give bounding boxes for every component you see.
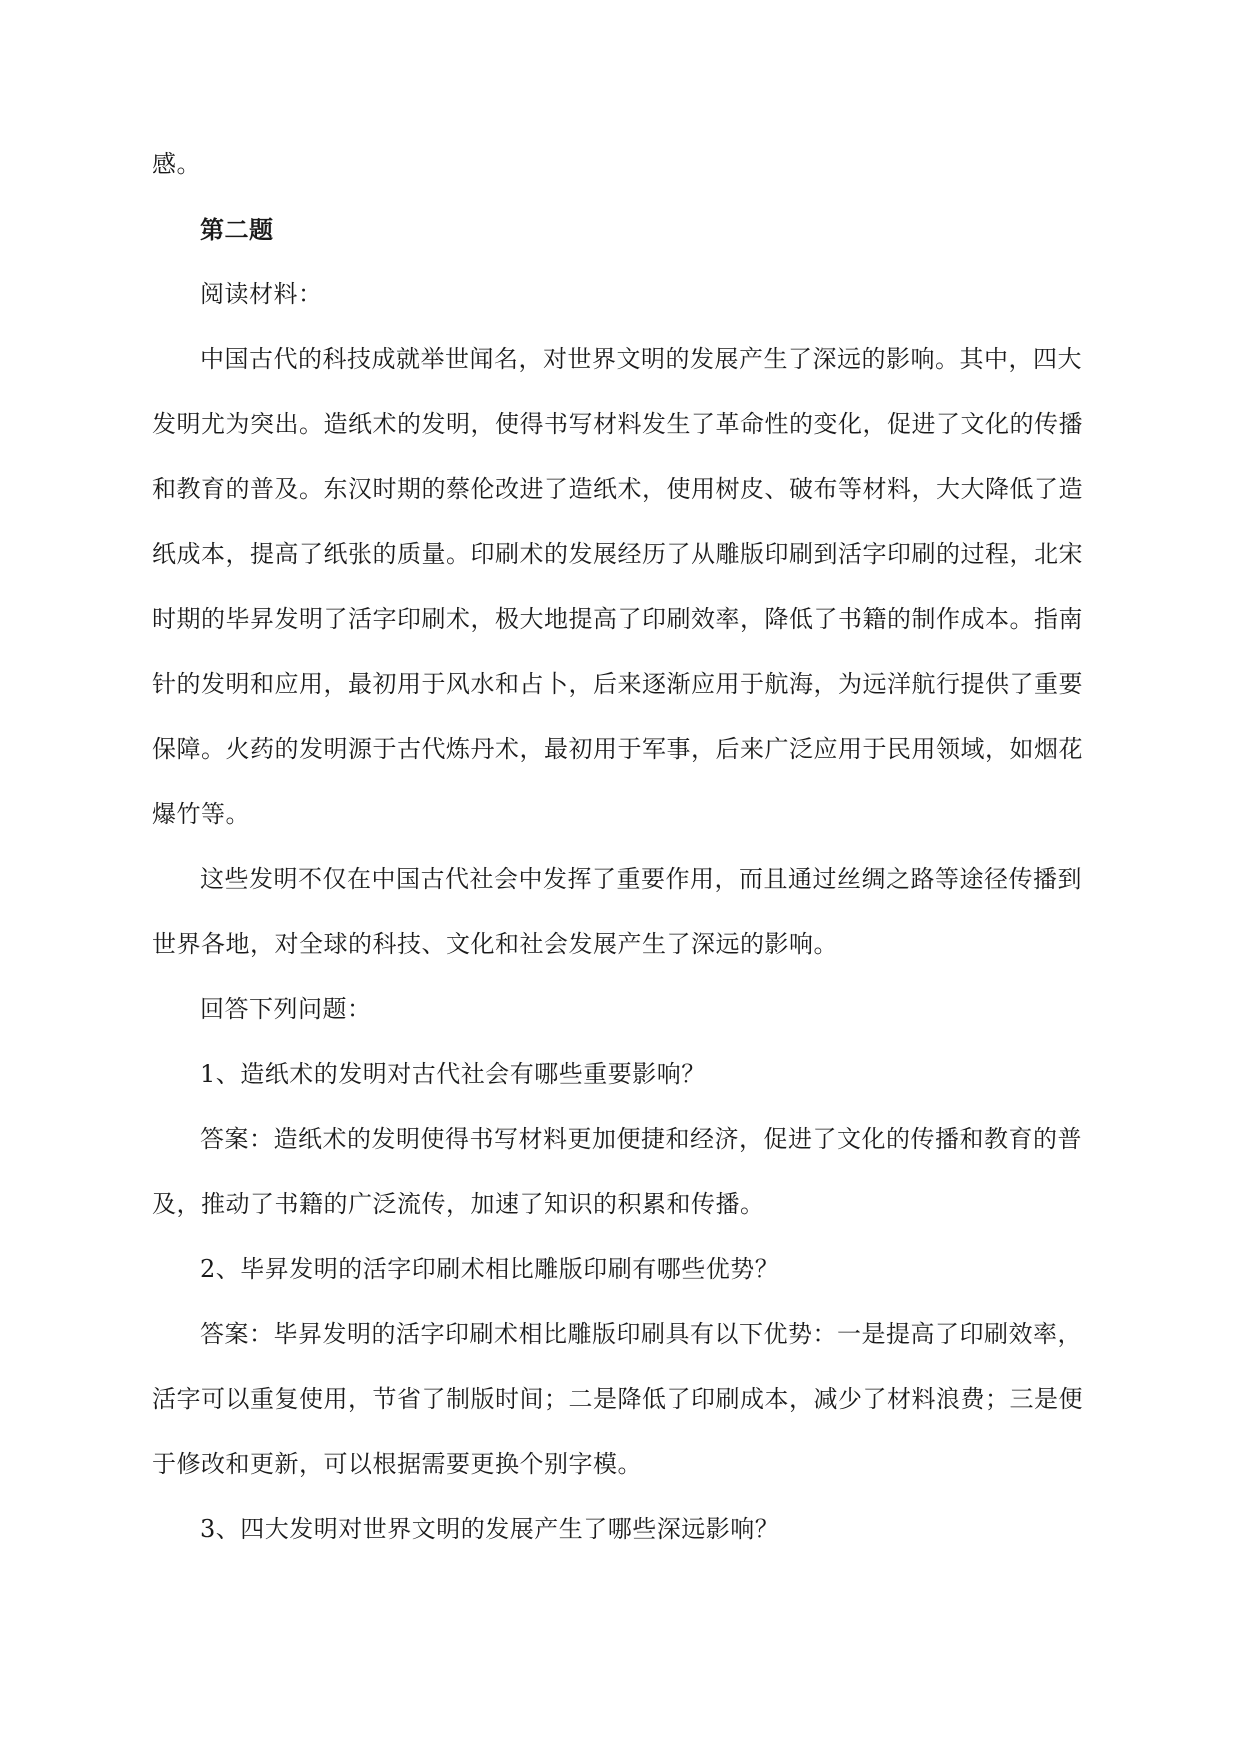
material-paragraph-2	[152, 847, 1092, 977]
answer-line: 答案：毕昇发明的活字印刷术相比雕版印刷具有以下优势：一是提高了印刷效率，	[200, 1320, 1082, 1348]
material-line: 发明尤为突出。造纸术的发明，使得书写材料发生了革命性的变化，促进了文化的传播	[152, 410, 1083, 438]
section-heading: 第二题	[200, 215, 274, 244]
material-line: 纸成本，提高了纸张的质量。印刷术的发展经历了从雕版印刷到活字印刷的过程，北宋	[152, 540, 1083, 568]
material-line: 和教育的普及。东汉时期的蔡伦改进了造纸术，使用树皮、破布等材料，大大降低了造	[152, 475, 1083, 503]
questions-prompt: 回答下列问题：	[200, 995, 372, 1023]
answer-2	[152, 1302, 1092, 1497]
material-line: 中国古代的科技成就举世闻名，对世界文明的发展产生了深远的影响。其中，四大	[200, 345, 1082, 373]
answer-line: 答案：造纸术的发明使得书写材料更加便捷和经济，促进了文化的传播和教育的普	[200, 1125, 1082, 1153]
continued-text: 感。	[152, 150, 201, 178]
question-3: 3、四大发明对世界文明的发展产生了哪些深远影响？	[200, 1515, 780, 1543]
material-paragraph-1	[152, 327, 1092, 847]
question-1: 1、造纸术的发明对古代社会有哪些重要影响？	[200, 1060, 706, 1088]
answer-1	[152, 1107, 1092, 1237]
answer-line: 活字可以重复使用，节省了制版时间；二是降低了印刷成本，减少了材料浪费；三是便	[152, 1385, 1083, 1413]
material-line: 针的发明和应用，最初用于风水和占卜，后来逐渐应用于航海，为远洋航行提供了重要	[152, 670, 1083, 698]
answer-line: 于修改和更新，可以根据需要更换个别字模。	[152, 1450, 642, 1478]
question-2: 2、毕昇发明的活字印刷术相比雕版印刷有哪些优势？	[200, 1255, 780, 1283]
material-line: 这些发明不仅在中国古代社会中发挥了重要作用，而且通过丝绸之路等途径传播到	[200, 865, 1082, 893]
material-line: 时期的毕昇发明了活字印刷术，极大地提高了印刷效率，降低了书籍的制作成本。指南	[152, 605, 1083, 633]
answer-line: 及，推动了书籍的广泛流传，加速了知识的积累和传播。	[152, 1190, 765, 1218]
material-line: 保障。火药的发明源于古代炼丹术，最初用于军事，后来广泛应用于民用领域，如烟花	[152, 735, 1083, 763]
document-body	[152, 132, 1092, 1562]
reading-label: 阅读材料：	[200, 280, 323, 308]
material-line: 世界各地，对全球的科技、文化和社会发展产生了深远的影响。	[152, 930, 838, 958]
material-line: 爆竹等。	[152, 800, 250, 828]
